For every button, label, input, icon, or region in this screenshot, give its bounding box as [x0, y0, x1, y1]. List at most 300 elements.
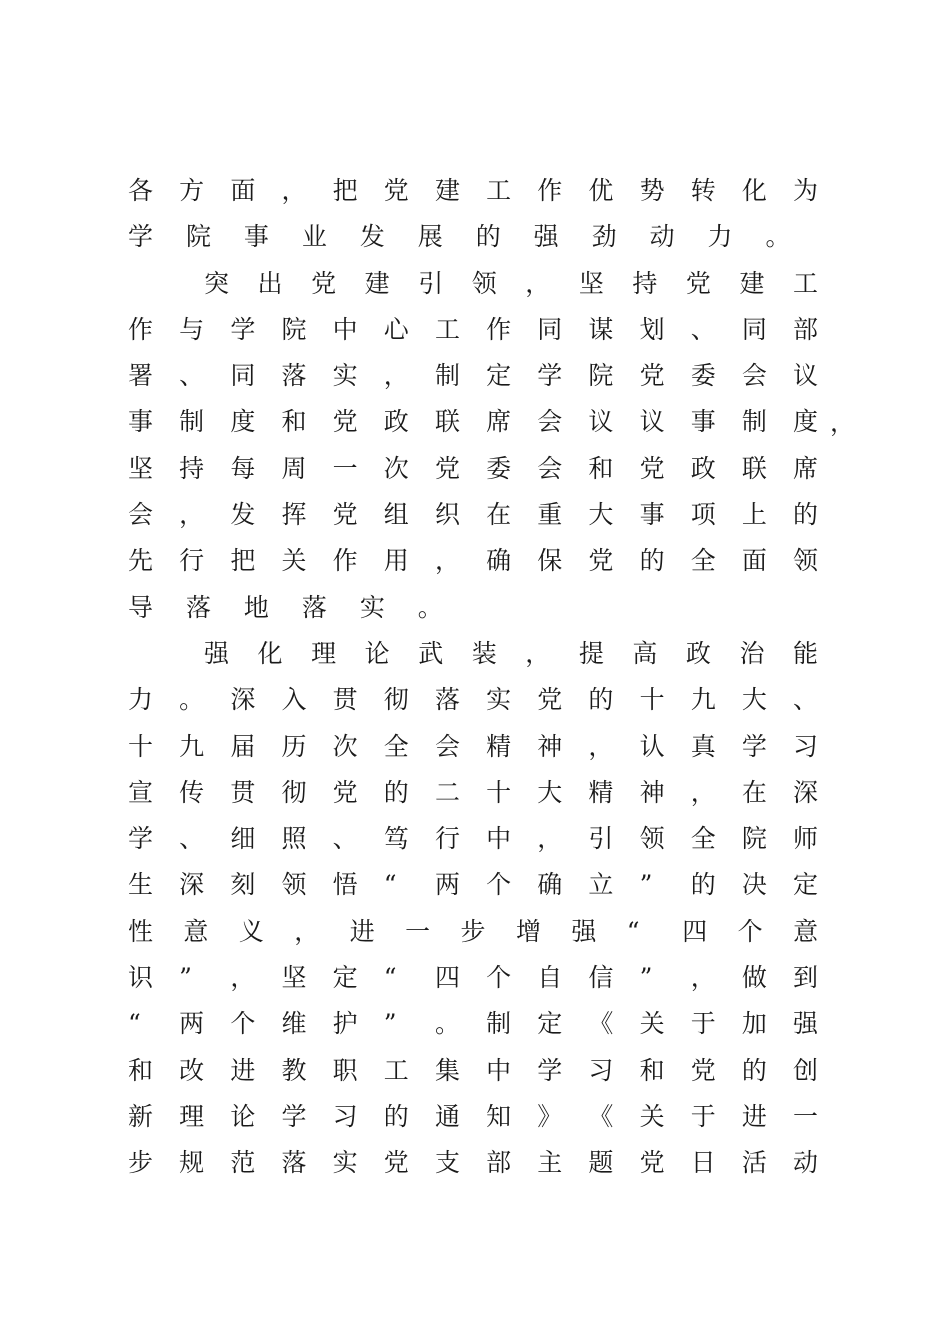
text-char: 、: [179, 361, 205, 391]
text-char: 加: [741, 1009, 767, 1039]
text-char: 把: [230, 546, 256, 576]
text-char: 确: [486, 546, 512, 576]
text-char: 个: [486, 870, 512, 900]
text-char: 十: [128, 731, 154, 761]
text-char: 、: [179, 824, 205, 854]
text-char: 和: [128, 1055, 154, 1085]
text-char: 届: [230, 731, 256, 761]
text-char: 突: [204, 268, 230, 298]
text-line: [128, 446, 818, 492]
text-char: 席: [486, 407, 512, 437]
text-char: 性: [128, 916, 154, 946]
text-char: 贯: [332, 685, 358, 715]
text-char: ，: [230, 963, 256, 993]
text-char: 深: [230, 685, 256, 715]
text-char: 地: [243, 592, 294, 622]
text-char: 部: [793, 314, 819, 344]
text-char: 党: [332, 407, 358, 437]
text-char: 联: [741, 453, 767, 483]
text-line: [128, 168, 818, 214]
text-char: 治: [739, 638, 765, 668]
text-char: 建: [434, 176, 460, 205]
text-char: 领: [471, 268, 497, 298]
text-char: 席: [793, 453, 819, 483]
text-char: 习: [332, 1101, 358, 1131]
paragraph-start-line: [128, 261, 818, 307]
text-char: 党: [434, 453, 460, 483]
text-char: 会: [128, 500, 154, 530]
text-char: 增: [515, 916, 541, 946]
text-char: 作: [486, 314, 512, 344]
text-char: 生: [128, 870, 154, 900]
text-char: 细: [230, 824, 256, 854]
text-char: 化: [257, 638, 283, 668]
body-text: [128, 168, 818, 1187]
text-char: 能: [793, 638, 819, 668]
text-char: 武: [418, 638, 444, 668]
text-char: 论: [230, 1101, 256, 1131]
text-char: 理: [311, 638, 337, 668]
text-line: [128, 399, 818, 445]
text-char: 两: [434, 870, 460, 900]
text-char: 在: [486, 500, 512, 530]
text-char: 导: [128, 592, 179, 622]
text-char: 事: [690, 407, 716, 437]
text-char: 业: [301, 222, 352, 252]
text-char: 事: [639, 500, 665, 530]
text-char: 面: [741, 546, 767, 576]
text-char: 学: [230, 314, 256, 344]
text-char: 彻: [281, 777, 307, 807]
text-char: 事: [128, 407, 154, 437]
text-char: 学: [281, 1101, 307, 1131]
text-char: 知: [486, 1101, 512, 1131]
text-char: “: [128, 1009, 141, 1039]
text-char: 一: [405, 916, 431, 946]
text-char: 领: [281, 870, 307, 900]
text-char: 全: [690, 824, 716, 854]
text-char: 题: [588, 1148, 614, 1178]
text-char: 院: [281, 314, 307, 344]
text-char: 《: [588, 1009, 614, 1039]
text-char: 范: [230, 1148, 256, 1178]
text-char: 先: [128, 546, 154, 576]
text-line: [128, 1094, 818, 1140]
text-char: 坚: [578, 268, 604, 298]
text-char: 深: [179, 870, 205, 900]
text-char: 挥: [281, 500, 307, 530]
text-char: 会: [537, 407, 563, 437]
text-char: 度: [230, 407, 256, 437]
text-char: ”: [383, 1009, 397, 1039]
text-char: 高: [632, 638, 658, 668]
text-char: 持: [179, 453, 205, 483]
text-char: 力: [707, 222, 758, 252]
text-char: 学: [537, 1055, 563, 1085]
text-char: 坚: [281, 963, 307, 993]
text-char: 宣: [128, 777, 154, 807]
text-char: 作: [332, 546, 358, 576]
text-char: 落: [281, 1148, 307, 1178]
text-char: 、: [793, 685, 819, 715]
text-char: 重: [537, 500, 563, 530]
text-char: ”: [639, 870, 653, 900]
text-char: 每: [230, 453, 256, 483]
text-char: 神: [537, 731, 563, 761]
text-char: 制: [486, 1009, 512, 1039]
text-char: 各: [128, 176, 154, 205]
text-char: 支: [434, 1148, 460, 1178]
text-char: 党: [537, 685, 563, 715]
text-char: 制: [179, 407, 205, 437]
text-char: 上: [741, 500, 767, 530]
text-char: 全: [690, 546, 716, 576]
text-char: 制: [434, 361, 460, 391]
text-char: 真: [690, 731, 716, 761]
text-char: 中: [486, 824, 512, 854]
text-char: 的: [383, 1101, 409, 1131]
text-char: 院: [185, 222, 236, 252]
text-char: 动: [793, 1148, 819, 1178]
text-line: [128, 307, 818, 353]
text-char: 展: [417, 222, 468, 252]
text-char: 。: [765, 222, 816, 252]
text-char: 党: [639, 1148, 665, 1178]
text-char: 在: [741, 777, 767, 807]
text-char: 发: [359, 222, 410, 252]
text-char: 到: [793, 963, 819, 993]
text-char: 度: [793, 407, 819, 437]
text-char: 新: [128, 1101, 154, 1131]
text-char: 党: [639, 361, 665, 391]
text-char: 院: [741, 824, 767, 854]
text-char: 实: [332, 1148, 358, 1178]
text-char: 织: [434, 500, 460, 530]
text-char: 改: [179, 1055, 205, 1085]
text-char: 的: [690, 870, 716, 900]
text-char: ，: [690, 777, 716, 807]
text-line: [128, 909, 818, 955]
text-char: ，: [525, 268, 551, 298]
text-char: 进: [349, 916, 375, 946]
text-char: 二: [434, 777, 460, 807]
text-char: 领: [639, 824, 665, 854]
text-char: 定: [486, 361, 512, 391]
text-char: 九: [690, 685, 716, 715]
text-char: ”: [179, 963, 192, 993]
text-char: 坚: [128, 453, 154, 483]
text-char: 活: [741, 1148, 767, 1178]
text-char: 实: [359, 592, 410, 622]
text-char: 实: [486, 685, 512, 715]
text-char: 悟: [332, 870, 358, 900]
text-char: 定: [793, 870, 819, 900]
text-char: 集: [434, 1055, 460, 1085]
paragraph-start-line: [128, 631, 818, 677]
text-line: [128, 585, 818, 631]
text-char: ，: [294, 916, 320, 946]
text-char: ，: [383, 361, 409, 391]
text-char: 四: [682, 916, 708, 946]
text-char: 步: [128, 1148, 154, 1178]
text-char: 信: [588, 963, 614, 993]
text-char: 定: [537, 1009, 563, 1039]
text-char: 同: [741, 314, 767, 344]
text-char: 创: [793, 1055, 819, 1085]
text-char: 势: [639, 176, 665, 205]
text-line: [128, 955, 818, 1001]
text-char: 同: [230, 361, 256, 391]
text-line: [128, 538, 818, 584]
text-char: 出: [257, 268, 283, 298]
text-char: 强: [793, 1009, 819, 1039]
text-char: 个: [737, 916, 763, 946]
text-char: 的: [793, 500, 819, 530]
text-char: 党: [332, 777, 358, 807]
text-line: [128, 724, 818, 770]
text-char: 大: [537, 777, 563, 807]
text-char: 党: [383, 1148, 409, 1178]
text-char: 作: [537, 176, 563, 205]
text-char: 笃: [383, 824, 409, 854]
text-char: 。: [179, 685, 205, 715]
text-char: 论: [364, 638, 390, 668]
text-char: 四: [434, 963, 460, 993]
text-char: ，: [690, 963, 716, 993]
text-char: 自: [537, 963, 563, 993]
text-char: 、: [332, 824, 358, 854]
text-char: 和: [281, 407, 307, 437]
text-char: 工: [383, 1055, 409, 1085]
text-char: 党: [588, 546, 614, 576]
text-char: 的: [741, 1055, 767, 1085]
text-char: 部: [486, 1148, 512, 1178]
text-char: 议: [639, 407, 665, 437]
text-char: 用: [383, 546, 409, 576]
text-char: 发: [230, 500, 256, 530]
text-char: 意: [793, 916, 819, 946]
text-char: 护: [332, 1009, 358, 1039]
text-char: 议: [588, 407, 614, 437]
text-char: 学: [128, 222, 179, 252]
text-char: 决: [741, 870, 767, 900]
text-char: 与: [179, 314, 205, 344]
text-char: 工: [793, 268, 819, 298]
text-char: 划: [639, 314, 665, 344]
text-char: 照: [281, 824, 307, 854]
text-char: 强: [571, 916, 597, 946]
text-char: 为: [793, 176, 819, 205]
text-char: 谋: [588, 314, 614, 344]
text-char: ，: [179, 500, 205, 530]
text-char: 行: [179, 546, 205, 576]
text-char: 做: [741, 963, 767, 993]
text-char: 进: [230, 1055, 256, 1085]
text-char: “: [383, 963, 397, 993]
text-char: 彻: [383, 685, 409, 715]
text-char: 联: [434, 407, 460, 437]
overhanging-comma: ，: [830, 407, 856, 437]
text-char: 次: [383, 453, 409, 483]
text-char: 同: [537, 314, 563, 344]
text-char: 落: [185, 592, 236, 622]
text-char: 的: [475, 222, 526, 252]
text-char: 学: [128, 824, 154, 854]
text-char: 行: [434, 824, 460, 854]
text-char: 党: [685, 268, 711, 298]
text-char: 工: [434, 314, 460, 344]
text-char: 中: [332, 314, 358, 344]
text-line: [128, 1048, 818, 1094]
text-char: 引: [588, 824, 614, 854]
text-line: [128, 1001, 818, 1047]
text-char: 两: [179, 1009, 205, 1039]
text-line: [128, 214, 818, 260]
text-char: 九: [179, 731, 205, 761]
text-char: 。: [417, 592, 468, 622]
text-line: [128, 862, 818, 908]
text-char: 劲: [591, 222, 642, 252]
text-char: 次: [332, 731, 358, 761]
text-char: 教: [281, 1055, 307, 1085]
text-char: 义: [238, 916, 264, 946]
text-char: 入: [281, 685, 307, 715]
text-char: 理: [179, 1101, 205, 1131]
text-char: 政: [690, 453, 716, 483]
text-char: 中: [486, 1055, 512, 1085]
text-char: 引: [418, 268, 444, 298]
text-char: 建: [739, 268, 765, 298]
text-char: 习: [793, 731, 819, 761]
text-char: 院: [588, 361, 614, 391]
text-char: 项: [690, 500, 716, 530]
text-char: 师: [793, 824, 819, 854]
text-char: 定: [332, 963, 358, 993]
text-char: ，: [281, 176, 307, 205]
text-char: 意: [183, 916, 209, 946]
text-char: ，: [537, 824, 563, 854]
text-char: “: [383, 870, 397, 900]
text-char: 刻: [230, 870, 256, 900]
text-char: 十: [486, 777, 512, 807]
text-char: 会: [434, 731, 460, 761]
text-char: 学: [741, 731, 767, 761]
text-char: 制: [741, 407, 767, 437]
text-char: 委: [690, 361, 716, 391]
text-char: 一: [793, 1101, 819, 1131]
text-char: 组: [383, 500, 409, 530]
text-line: [128, 816, 818, 862]
text-char: 全: [383, 731, 409, 761]
text-char: 职: [332, 1055, 358, 1085]
text-char: 的: [588, 685, 614, 715]
text-char: 党: [383, 176, 409, 205]
text-char: 神: [639, 777, 665, 807]
text-char: 会: [741, 361, 767, 391]
text-char: 动: [649, 222, 700, 252]
text-char: 把: [332, 176, 358, 205]
text-char: 日: [690, 1148, 716, 1178]
text-char: 十: [639, 685, 665, 715]
text-char: 委: [486, 453, 512, 483]
text-char: 政: [383, 407, 409, 437]
text-char: 于: [690, 1009, 716, 1039]
text-char: 个: [486, 963, 512, 993]
text-char: 面: [230, 176, 256, 205]
text-char: 精: [588, 777, 614, 807]
text-char: 主: [537, 1148, 563, 1178]
text-line: [128, 677, 818, 723]
text-char: 确: [537, 870, 563, 900]
text-char: 会: [537, 453, 563, 483]
text-line: [128, 492, 818, 538]
text-char: 《: [588, 1101, 614, 1131]
text-char: 实: [332, 361, 358, 391]
text-char: 精: [486, 731, 512, 761]
text-char: 优: [588, 176, 614, 205]
text-char: 党: [311, 268, 337, 298]
text-char: 的: [383, 777, 409, 807]
text-char: 落: [301, 592, 352, 622]
text-char: 领: [793, 546, 819, 576]
text-char: 议: [793, 361, 819, 391]
text-char: 个: [230, 1009, 256, 1039]
text-char: 建: [364, 268, 390, 298]
text-char: 持: [632, 268, 658, 298]
text-char: 学: [537, 361, 563, 391]
text-char: ，: [525, 638, 551, 668]
text-line: [128, 770, 818, 816]
text-char: 深: [793, 777, 819, 807]
text-char: 通: [434, 1101, 460, 1131]
text-char: 关: [639, 1009, 665, 1039]
text-char: 强: [204, 638, 230, 668]
text-char: 》: [537, 1101, 563, 1131]
text-char: 于: [690, 1101, 716, 1131]
text-char: 党: [332, 500, 358, 530]
text-char: 工: [486, 176, 512, 205]
text-char: 装: [471, 638, 497, 668]
text-char: 一: [332, 453, 358, 483]
text-char: 关: [281, 546, 307, 576]
text-char: 和: [639, 1055, 665, 1085]
text-char: 党: [690, 1055, 716, 1085]
text-char: 化: [741, 176, 767, 205]
text-char: “: [626, 916, 640, 946]
text-char: 贯: [230, 777, 256, 807]
text-char: 方: [179, 176, 205, 205]
text-char: 认: [639, 731, 665, 761]
text-char: 大: [741, 685, 767, 715]
text-char: 规: [179, 1148, 205, 1178]
text-char: ，: [588, 731, 614, 761]
text-char: 党: [639, 453, 665, 483]
text-char: 、: [690, 314, 716, 344]
text-char: 提: [578, 638, 604, 668]
text-char: ”: [639, 963, 653, 993]
text-line: [128, 1140, 818, 1186]
text-char: 的: [639, 546, 665, 576]
text-char: ，: [434, 546, 460, 576]
text-char: 习: [588, 1055, 614, 1085]
text-char: 强: [533, 222, 584, 252]
text-char: 历: [281, 731, 307, 761]
text-char: 作: [128, 314, 154, 344]
text-char: 转: [690, 176, 716, 205]
text-char: 传: [179, 777, 205, 807]
text-char: 立: [588, 870, 614, 900]
text-char: 维: [281, 1009, 307, 1039]
